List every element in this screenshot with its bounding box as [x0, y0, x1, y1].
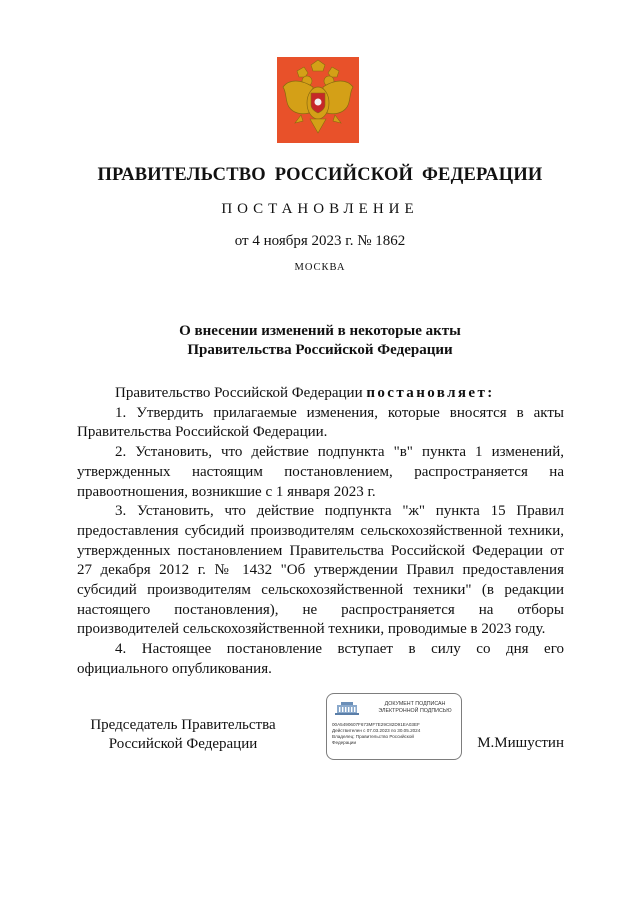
intro-decree-word: постановляет:: [366, 385, 495, 401]
document-body: [77, 384, 564, 680]
certificate-owner-line-2: Федерации: [332, 740, 357, 745]
date-and-number: от 4 ноября 2023 г. № 1862: [234, 233, 406, 249]
coat-of-arms-emblem: [277, 57, 359, 143]
document-type: ПОСТАНОВЛЕНИЕ: [221, 201, 419, 217]
signatory-position: [78, 716, 288, 754]
city-name: МОСКВА: [294, 262, 346, 273]
certificate-serial: 00A5490607F673MF7E29C82D91EA03EF: [332, 722, 420, 727]
paragraph-1: 1. Утвердить прилагаемые изменения, которые вносятся в акты Правительства Российской Федерации.: [77, 404, 564, 441]
certificate-validity: Действителен с 07.03.2023 по 30.05.2024: [332, 728, 421, 733]
subject-line-1: О внесении изменений в некоторые акты: [179, 323, 461, 339]
certificate-owner-line-1: Владелец: Правительство Российской: [332, 734, 414, 739]
body-intro: [77, 384, 564, 404]
position-line-1: Председатель Правительства: [90, 717, 276, 733]
signatory-name: М.Мишустин: [477, 735, 564, 751]
stamp-heading: [371, 701, 459, 714]
paragraph-4: 4. Настоящее постановление вступает в силу со дня его официального опубликования.: [77, 641, 564, 677]
position-line-2: Российской Федерации: [108, 736, 258, 752]
paragraph-2: 2. Установить, что действие подпункта "в" пункта 1 изменений, утвержденных настоящим постановлением, распространяется на правоотношения, возникшие с 1 января 2023 г.: [77, 444, 564, 500]
government-building-icon: [333, 701, 361, 715]
subject-line-2: Правительства Российской Федерации: [187, 342, 453, 358]
electronic-signature-stamp: [326, 693, 462, 760]
paragraph-3: 3. Установить, что действие подпункта "ж" пункта 15 Правил предоставления субсидий производителям сельскохозяйственной техники, утвержденных постановлением Правительства Российской Федерации от 27 декабря 2012 г. № 1432 "Об утверждении Правил предоставления субсидий производителям сельскохозяйственной техники" (в редакции настоящего постановления), не распространяется на отборы производителей сельскохозяйственной техники, проводимые в 2023 году.: [77, 503, 564, 638]
stamp-details: [332, 722, 460, 746]
stamp-heading-line-1: ДОКУМЕНТ ПОДПИСАН: [384, 701, 446, 707]
stamp-heading-line-2: ЭЛЕКТРОННОЙ ПОДПИСЬЮ: [378, 707, 452, 714]
document-subject: [0, 322, 640, 360]
intro-text: Правительство Российской Федерации: [115, 385, 363, 401]
government-title: ПРАВИТЕЛЬСТВО РОССИЙСКОЙ ФЕДЕРАЦИИ: [97, 165, 543, 185]
